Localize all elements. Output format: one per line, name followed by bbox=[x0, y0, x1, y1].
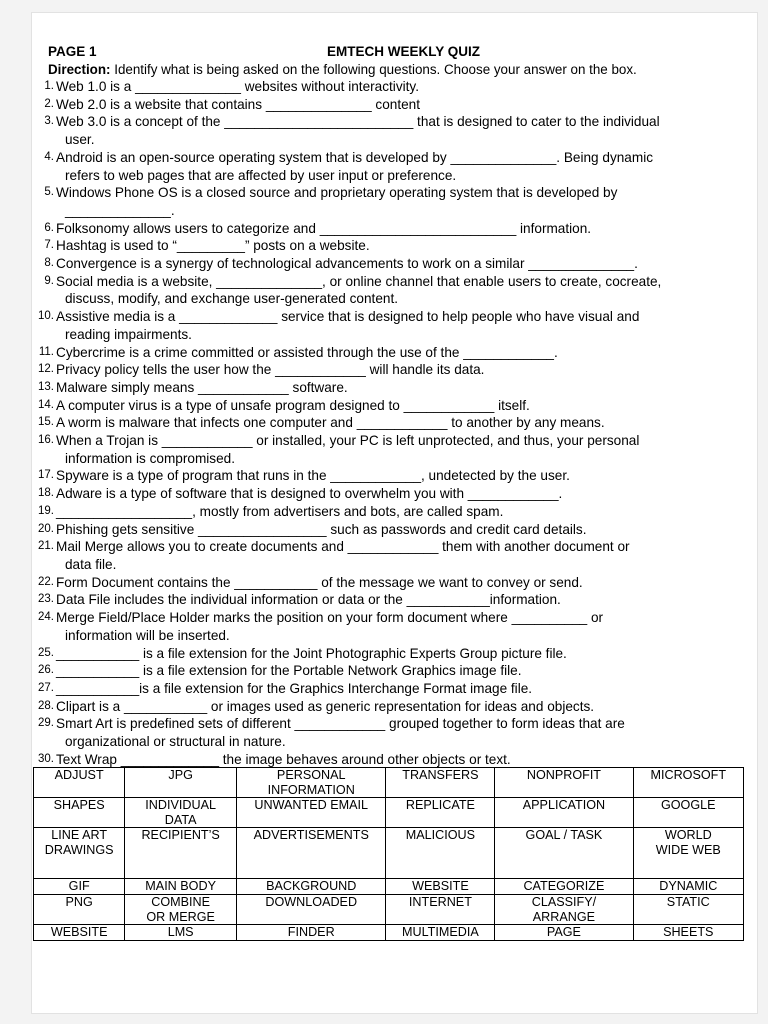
question-number: 10. bbox=[38, 310, 54, 323]
answer-choice: NONPROFIT bbox=[495, 768, 633, 798]
question-item bbox=[32, 414, 732, 432]
question-number: 23. bbox=[38, 593, 54, 606]
question-text: Adware is a type of software that is designed to overwhelm you with ____________. bbox=[56, 486, 563, 502]
answer-row bbox=[34, 768, 744, 798]
answer-choice: REPLICATE bbox=[386, 798, 495, 828]
question-text: Android is an open-source operating system that is developed by ______________. Being dynamic bbox=[56, 149, 654, 165]
question-item bbox=[32, 255, 732, 273]
question-item bbox=[32, 521, 732, 539]
question-number: 1. bbox=[44, 80, 54, 92]
question-item bbox=[32, 680, 732, 698]
question-text: Assistive media is a _____________ service that is designed to help people who have visual and bbox=[56, 309, 640, 325]
answer-choice: INTERNET bbox=[386, 895, 495, 925]
answer-choice: SHEETS bbox=[633, 925, 743, 941]
answer-row bbox=[34, 798, 744, 828]
question-item bbox=[32, 574, 732, 592]
question-item bbox=[32, 432, 732, 467]
question-number: 12. bbox=[38, 363, 54, 376]
question-text: Smart Art is predefined sets of different ____________ grouped together to form ideas that are bbox=[56, 716, 625, 732]
question-text: Hashtag is used to “_________” posts on a website. bbox=[56, 238, 370, 254]
question-text-continued: user. bbox=[65, 132, 95, 148]
answer-choice: PAGE bbox=[495, 925, 633, 941]
answer-choice: UNWANTED EMAIL bbox=[236, 798, 386, 828]
question-text: Folksonomy allows users to categorize and __________________________ information. bbox=[56, 220, 592, 236]
answer-choice: ADJUST bbox=[34, 768, 125, 798]
answer-choice: GOOGLE bbox=[633, 798, 743, 828]
answer-choice: DOWNLOADED bbox=[236, 895, 386, 925]
answer-choice: ADVERTISEMENTS bbox=[236, 828, 386, 879]
answer-choice: GOAL / TASK bbox=[495, 828, 633, 879]
question-item bbox=[32, 609, 732, 644]
question-item bbox=[32, 751, 732, 769]
question-number: 16. bbox=[38, 434, 54, 447]
question-item bbox=[32, 698, 732, 716]
question-text: ___________is a file extension for the Graphics Interchange Format image file. bbox=[56, 680, 533, 696]
question-text: Social media is a website, ______________, or online channel that enable users to create, cocreate, bbox=[56, 273, 662, 289]
question-text: Privacy policy tells the user how the ____________ will handle its data. bbox=[56, 362, 485, 378]
answer-choice: COMBINE OR MERGE bbox=[125, 895, 237, 925]
question-text: Data File includes the individual information or data or the ___________information. bbox=[56, 592, 561, 608]
question-number: 7. bbox=[44, 239, 54, 252]
question-number: 4. bbox=[44, 150, 54, 163]
question-number: 22. bbox=[38, 575, 54, 588]
question-item bbox=[32, 273, 732, 308]
answer-choice: WORLD WIDE WEB bbox=[633, 828, 743, 879]
question-number: 25. bbox=[38, 646, 54, 659]
answer-choice: APPLICATION bbox=[495, 798, 633, 828]
question-item bbox=[32, 662, 732, 680]
question-text: Convergence is a synergy of technological advancements to work on a similar ______________. bbox=[56, 256, 638, 272]
question-text: Merge Field/Place Holder marks the position on your form document where __________ or bbox=[56, 610, 604, 626]
question-text-continued: refers to web pages that are affected by user input or preference. bbox=[65, 167, 457, 183]
question-text: Form Document contains the ___________ of the message we want to convey or send. bbox=[56, 574, 583, 590]
answer-choice: STATIC bbox=[633, 895, 743, 925]
question-text: __________________, mostly from advertisers and bots, are called spam. bbox=[56, 503, 504, 519]
question-item bbox=[32, 503, 732, 521]
question-number: 14. bbox=[38, 398, 54, 411]
question-item bbox=[32, 113, 732, 148]
answer-choice: CLASSIFY/ ARRANGE bbox=[495, 895, 633, 925]
question-item bbox=[32, 538, 732, 573]
question-item bbox=[32, 467, 732, 485]
direction-text bbox=[48, 61, 748, 78]
answer-choice: PNG bbox=[34, 895, 125, 925]
question-text-continued: reading impairments. bbox=[65, 326, 192, 342]
answer-choice: PERSONAL INFORMATION bbox=[236, 768, 386, 798]
question-number: 11. bbox=[38, 345, 54, 358]
answer-choice: CATEGORIZE bbox=[495, 879, 633, 895]
answer-choice: FINDER bbox=[236, 925, 386, 941]
question-number: 26. bbox=[38, 664, 54, 677]
answer-choice: MALICIOUS bbox=[386, 828, 495, 879]
answer-choice: LINE ART DRAWINGS bbox=[34, 828, 125, 879]
question-text: Mail Merge allows you to create documents and ____________ them with another document or bbox=[56, 539, 630, 555]
question-text: A worm is malware that infects one computer and ____________ to another by any means. bbox=[56, 415, 605, 431]
answer-choice: INDIVIDUAL DATA bbox=[125, 798, 237, 828]
answer-choice: BACKGROUND bbox=[236, 879, 386, 895]
question-number: 30. bbox=[38, 752, 54, 765]
question-text-continued: ______________. bbox=[65, 202, 175, 218]
question-number: 3. bbox=[44, 115, 54, 128]
answer-row bbox=[34, 879, 744, 895]
question-item bbox=[32, 485, 732, 503]
question-text: Text Wrap _____________ the image behaves around other objects or text. bbox=[56, 751, 511, 767]
direction-body: Identify what is being asked on the following questions. Choose your answer on the box. bbox=[110, 62, 637, 77]
question-number: 17. bbox=[38, 469, 54, 482]
page-title: EMTECH WEEKLY QUIZ bbox=[327, 44, 481, 59]
question-item bbox=[32, 591, 732, 609]
question-number: 13. bbox=[38, 380, 54, 393]
page-header bbox=[48, 44, 748, 61]
question-text: Cybercrime is a crime committed or assisted through the use of the ____________. bbox=[56, 344, 558, 360]
answer-box bbox=[33, 767, 744, 941]
question-text: Spyware is a type of program that runs in the ____________, undetected by the user. bbox=[56, 468, 570, 484]
question-number: 29. bbox=[38, 717, 54, 730]
answer-row bbox=[34, 895, 744, 925]
question-text: Web 3.0 is a concept of the _________________________ that is designed to cater to the individual bbox=[56, 114, 660, 130]
answer-choice: MULTIMEDIA bbox=[386, 925, 495, 941]
question-number: 6. bbox=[44, 221, 54, 234]
answer-choice: JPG bbox=[125, 768, 237, 798]
answer-choice: TRANSFERS bbox=[386, 768, 495, 798]
direction-label: Direction: bbox=[48, 62, 111, 77]
answer-choice: MAIN BODY bbox=[125, 879, 237, 895]
question-item bbox=[32, 308, 732, 343]
question-text-continued: discuss, modify, and exchange user-generated content. bbox=[65, 291, 398, 307]
question-number: 2. bbox=[44, 97, 54, 110]
question-text: Phishing gets sensitive _________________ such as passwords and credit card details. bbox=[56, 521, 587, 537]
question-text-continued: information will be inserted. bbox=[65, 627, 230, 643]
question-number: 19. bbox=[38, 504, 54, 517]
question-number: 21. bbox=[38, 540, 54, 553]
question-text: Windows Phone OS is a closed source and proprietary operating system that is developed by bbox=[56, 185, 618, 201]
question-number: 28. bbox=[38, 699, 54, 712]
question-number: 15. bbox=[38, 416, 54, 429]
question-text: A computer virus is a type of unsafe program designed to ____________ itself. bbox=[56, 397, 530, 413]
question-text: ___________ is a file extension for the Portable Network Graphics image file. bbox=[56, 663, 522, 679]
question-text: Malware simply means ____________ software. bbox=[56, 379, 348, 395]
answer-choice: SHAPES bbox=[34, 798, 125, 828]
question-item bbox=[32, 78, 732, 96]
question-number: 18. bbox=[38, 487, 54, 500]
question-text: Web 2.0 is a website that contains ______________ content bbox=[56, 96, 421, 112]
question-number: 27. bbox=[38, 681, 54, 694]
answer-choice: MICROSOFT bbox=[633, 768, 743, 798]
question-list bbox=[32, 78, 732, 768]
question-item bbox=[32, 397, 732, 415]
question-item bbox=[32, 379, 732, 397]
question-number: 9. bbox=[44, 274, 54, 287]
answer-choice: RECIPIENT’S bbox=[125, 828, 237, 879]
answer-choice: WEBSITE bbox=[386, 879, 495, 895]
question-item bbox=[32, 715, 732, 750]
question-text-continued: information is compromised. bbox=[65, 450, 235, 466]
question-number: 20. bbox=[38, 522, 54, 535]
question-item bbox=[32, 344, 732, 362]
question-item bbox=[32, 237, 732, 255]
question-item bbox=[32, 96, 732, 114]
document-page bbox=[31, 12, 758, 1014]
question-text-continued: data file. bbox=[65, 556, 117, 572]
question-text: When a Trojan is ____________ or installed, your PC is left unprotected, and thus, your personal bbox=[56, 433, 640, 449]
question-text: ___________ is a file extension for the Joint Photographic Experts Group picture file. bbox=[56, 645, 567, 661]
question-text: Clipart is a ___________ or images used as generic representation for ideas and objects. bbox=[56, 698, 595, 714]
answer-choice: LMS bbox=[125, 925, 237, 941]
question-text-continued: organizational or structural in nature. bbox=[65, 734, 286, 750]
question-number: 8. bbox=[44, 257, 54, 270]
question-item bbox=[32, 184, 732, 219]
page-number: PAGE 1 bbox=[48, 44, 97, 59]
question-item bbox=[32, 220, 732, 238]
question-number: 5. bbox=[44, 186, 54, 199]
question-text: Web 1.0 is a ______________ websites without interactivity. bbox=[56, 79, 419, 94]
question-item bbox=[32, 149, 732, 184]
answer-choice: GIF bbox=[34, 879, 125, 895]
answer-row bbox=[34, 828, 744, 879]
answer-choice: DYNAMIC bbox=[633, 879, 743, 895]
question-item bbox=[32, 645, 732, 663]
question-number: 24. bbox=[38, 611, 54, 624]
question-item bbox=[32, 361, 732, 379]
answer-row bbox=[34, 925, 744, 941]
answer-choice: WEBSITE bbox=[34, 925, 125, 941]
